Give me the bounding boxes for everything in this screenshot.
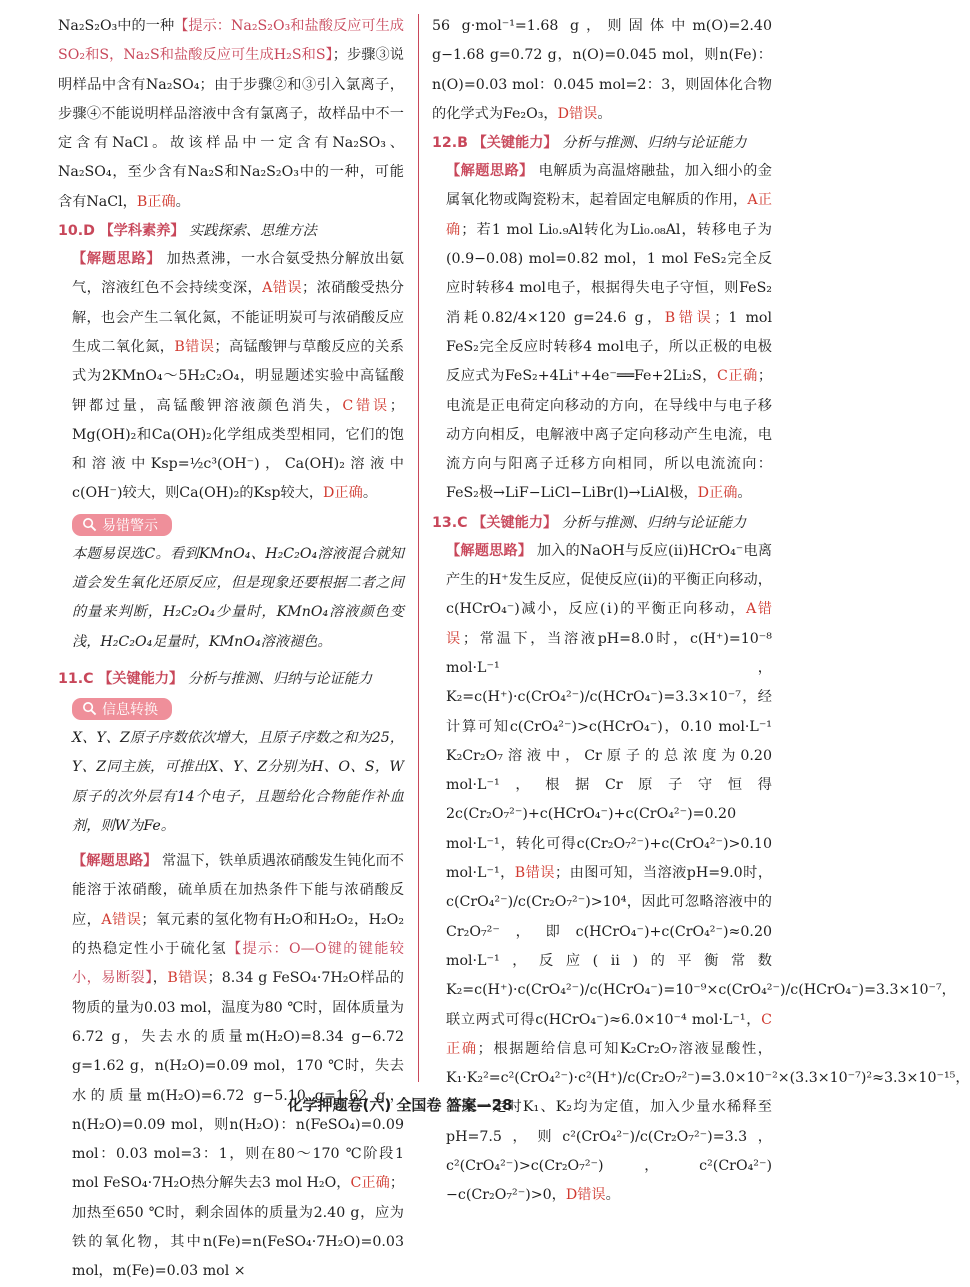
right-column — [432, 12, 970, 1211]
verdict-b: B错误 — [664, 309, 715, 326]
q12-ans-tag: 【解题思路】 — [446, 163, 534, 180]
verdict-d: D正确 — [323, 485, 363, 502]
verdict-d: D错误 — [557, 105, 598, 122]
q13-ans-tag: 【解题思路】 — [446, 542, 533, 559]
q10-ans-tag: 【解题思路】 — [72, 251, 162, 268]
q11-continuation: 56 g·mol⁻¹=1.68 g，则固体中m(O)=2.40 g−1.68 g=0.72 g，n(O)=0.045 mol，则n(Fe)：n(O)=0.03 mol：0.045 mol=2：3，则固体化合物的化学式为Fe₂O₃，D错误。 — [432, 18, 772, 122]
q11-tag-text: 分析与推测、归纳与论证能力 — [187, 670, 373, 687]
magnifier-icon — [82, 701, 97, 716]
hint-note: 【提示：Na₂S₂O₃和盐酸反应可生成SO₂和S，Na₂S和盐酸反应可生成H₂S和S】 — [58, 18, 404, 64]
verdict-b: B错误 — [174, 338, 215, 355]
q13-tag: 【关键能力】 — [472, 514, 558, 531]
verdict-a: A正确 — [446, 192, 772, 238]
verdict-a: A错误 — [101, 911, 142, 928]
q10-tag: 【学科素养】 — [99, 223, 185, 240]
warning-text: 本题易误选C。看到KMnO₄、H₂C₂O₄溶液混合就知道会发生氧化还原反应，但是现象还要根据二者之间的量来判断，H₂C₂O₄少量时，KMnO₄溶液颜色变浅，H₂C₂O₄足量时，KMnO₄溶液褪色。 — [72, 545, 404, 650]
verdict-a: A错误 — [262, 280, 303, 297]
q12-tag-text: 分析与推测、归纳与论证能力 — [562, 135, 747, 152]
verdict-c: C正确 — [716, 368, 758, 385]
info-text: X、Y、Z原子序数依次增大，且原子序数之和为25，Y、Z同主族，可推出X、Y、Z分别为H、O、S，W原子的次外层有14个电子，且题给化合物能作补血剂，则W为Fe。 — [72, 729, 404, 834]
q11-solution: 【解题思路】 常温下，铁单质遇浓硝酸发生钝化而不能溶于浓硝酸，硫单质在加热条件下能与浓硝酸反应，A错误；氧元素的氢化物有H₂O和H₂O₂，H₂O₂的热稳定性小于硫化氢【提示：O—O键的键能较小，易断裂】，B错误；8.34 g FeSO₄·7H₂O样品的物质的量为0.03 mol，温度为80 ℃时，固体质量为6.72 g，失去水的质量m(H₂O)=8.34 g−6.72 g=1.62 g，n(H₂O)=0.09 mol，170 ℃时，失去水的质量m(H₂O)=6.72 g−5.10 g=1.62 g，n(H₂O)=0.09 mol，则n(H₂O)：n(FeSO₄)=0.09 mol：0.03 mol=3：1，则在80～170 ℃阶段1 mol FeSO₄·7H₂O热分解失去3 mol H₂O，C正确；加热至650 ℃时，剩余固体的质量为2.40 g，应为铁的氧化物，其中n(Fe)=n(FeSO₄·7H₂O)=0.03 mol，m(Fe)=0.03 mol × — [72, 853, 405, 1280]
q13-header — [432, 509, 772, 537]
verdict-a: A错误 — [446, 601, 772, 647]
q13-solution: 【解题思路】 加入的NaOH与反应(ⅱ)HCrO₄⁻电离产生的H⁺发生反应，促使反应(ⅱ)的平衡正向移动，c(HCrO₄⁻)减小，反应(ⅰ)的平衡正向移动，A错误；常温下，当溶液pH=8.0时，c(H⁺)=10⁻⁸ mol·L⁻¹，K₂=c(H⁺)·c(CrO₄²⁻)/c(HCrO₄⁻)=3.3×10⁻⁷，经计算可知c(CrO₄²⁻)>c(HCrO₄⁻)，0.10 mol·L⁻¹ K₂Cr₂O₇溶液中，Cr原子的总浓度为0.20 mol·L⁻¹，根据Cr原子守恒得2c(Cr₂O₇²⁻)+c(HCrO₄⁻)+c(CrO₄²⁻)=0.20 mol·L⁻¹，转化可得c(Cr₂O₇²⁻)+c(CrO₄²⁻)>0.10 mol·L⁻¹，B错误；由图可知，当溶液pH=9.0时，c(CrO₄²⁻)/c(Cr₂O₇²⁻)>10⁴，因此可忽略溶液中的Cr₂O₇²⁻，即c(HCrO₄⁻)+c(CrO₄²⁻)≈0.20 mol·L⁻¹，反应(ⅱ)的平衡常数K₂=c(H⁺)·c(CrO₄²⁻)/c(HCrO₄⁻)=10⁻⁹×c(CrO₄²⁻)/c(HCrO₄⁻)=3.3×10⁻⁷，联立两式可得c(HCrO₄⁻)≈6.0×10⁻⁴ mol·L⁻¹，C正确；根据题给信息可知K₂Cr₂O₇溶液显酸性，K₁·K₂²=c²(CrO₄²⁻)·c²(H⁺)/c(Cr₂O₇²⁻)=3.0×10⁻²×(3.3×10⁻⁷)²≈3.3×10⁻¹⁵，温度一定时K₁、K₂均为定值，加入少量水稀释至pH=7.5，则c²(CrO₄²⁻)/c(Cr₂O₇²⁻)=3.3，c²(CrO₄²⁻)>c(Cr₂O₇²⁻)，c²(CrO₄²⁻)−c(Cr₂O₇²⁻)>0，D错误。 — [446, 542, 970, 1204]
verdict-c: C错误 — [342, 397, 390, 414]
magnifier-icon — [82, 517, 97, 532]
verdict-d: D正确 — [697, 485, 738, 502]
page-footer: 化学押题卷(六) 全国卷 答案—28 — [287, 1096, 513, 1114]
hint-note: 【提示：O—O键的键能较小，易断裂】 — [72, 941, 404, 987]
q12-solution: 【解题思路】 电解质为高温熔融盐，加入细小的金属氧化物或陶瓷粉末，起着固定电解质的作用，A正确；若1 mol Li₀.₉Al转化为Li₀.₀₈Al，转移电子为(0.9−0.08) mol=0.82 mol，1 mol FeS₂完全反应时转移4 mol电子，根据得失电子守恒，则FeS₂消耗0.82/4×120 g=24.6 g，B错误；1 mol FeS₂完全反应时转移4 mol电子，所以正极的电极反应式为FeS₂+4Li⁺+4e⁻══Fe+2Li₂S，C正确；电流是正电荷定向移动的方向，在导线中与电子移动方向相反，电解液中离子定向移动产生电流，电流方向与阳离子迁移方向相同，所以电流流向：FeS₂极→LiF−LiCl−LiBr(l)→LiAl极，D正确。 — [446, 163, 773, 502]
q10-tag-text: 实践探索、思维方法 — [189, 223, 317, 240]
q12-number: 12.B — [432, 135, 468, 152]
info-box-label: 信息转换 — [72, 698, 172, 720]
verdict-d: D错误 — [565, 1187, 606, 1204]
verdict-b: B错误 — [167, 970, 208, 987]
q10-number: 10.D — [58, 223, 95, 240]
verdict-c: C正确 — [350, 1175, 390, 1192]
q10-header — [58, 217, 404, 245]
q13-number: 13.C — [432, 514, 468, 531]
q11-tag: 【关键能力】 — [98, 670, 184, 687]
q11-number: 11.C — [58, 670, 94, 687]
q13-tag-text: 分析与推测、归纳与论证能力 — [561, 514, 747, 531]
q11-ans-tag: 【解题思路】 — [72, 853, 158, 870]
verdict-b: B正确 — [136, 193, 176, 210]
q12-tag: 【关键能力】 — [472, 135, 558, 152]
verdict-c: C正确 — [446, 1011, 772, 1057]
verdict-b: B错误 — [514, 865, 555, 882]
column-divider — [418, 14, 419, 1082]
q12-header — [432, 129, 772, 157]
warning-box-label: 易错警示 — [72, 514, 172, 536]
q11-header — [58, 665, 404, 693]
q10-solution: 【解题思路】 加热煮沸，一水合氨受热分解放出氨气，溶液红色不会持续变深，A错误；浓硝酸受热分解，也会产生二氧化氮，不能证明炭可与浓硝酸反应生成二氧化氮，B错误；高锰酸钾与草酸反应的关系式为2KMnO₄～5H₂C₂O₄，明显题述实验中高锰酸钾都过量，高锰酸钾溶液颜色消失，C错误；Mg(OH)₂和Ca(OH)₂化学组成类型相同，它们的饱和溶液中Ksp=½c³(OH⁻)，Ca(OH)₂溶液中c(OH⁻)较大，则Ca(OH)₂的Ksp较大，D正确。 — [72, 251, 404, 502]
q9-continuation: Na₂S₂O₃中的一种【提示：Na₂S₂O₃和盐酸反应可生成SO₂和S，Na₂S和盐酸反应可生成H₂S和S】；步骤③说明样品中含有Na₂SO₄；由于步骤②和③引入氯离子，步骤④不能说明样品溶液中含有氯离子，故样品中不一定含有NaCl。故该样品中一定含有Na₂SO₃、Na₂SO₄，至少含有Na₂S和Na₂S₂O₃中的一种，可能含有NaCl，B正确。 — [58, 18, 404, 210]
